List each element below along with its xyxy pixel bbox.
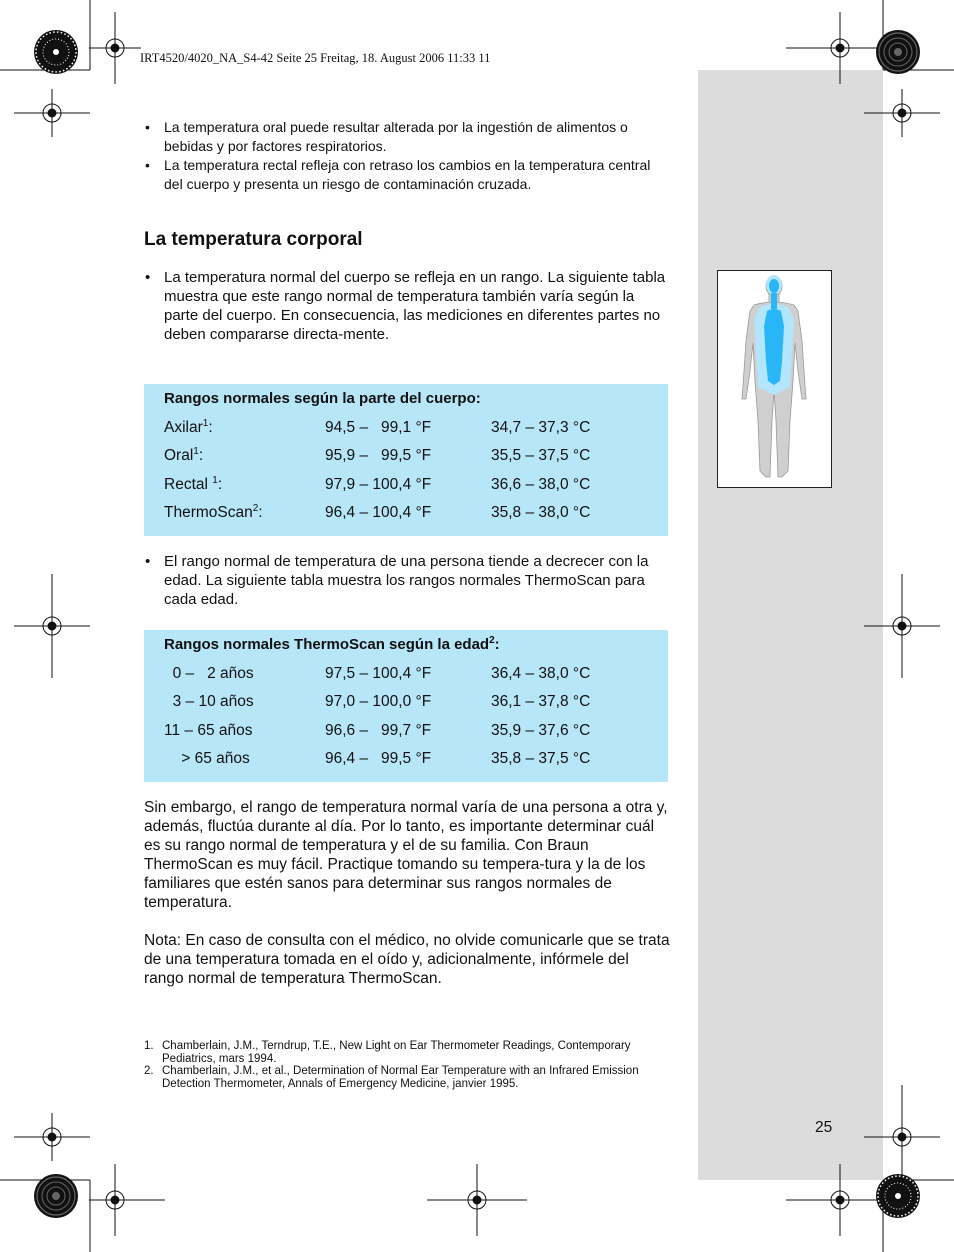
table-cell-fahrenheit: 97,0 – 100,0 °F bbox=[325, 693, 432, 710]
table-cell-celsius: 36,4 – 38,0 °C bbox=[491, 665, 591, 682]
list-item: • El rango normal de temperatura de una persona tiende a decrecer con la edad. La siguiente tabla muestra los rangos normales ThermoScan para cada edad. bbox=[145, 552, 670, 609]
print-header: IRT4520/4020_NA_S4-42 Seite 25 Freitag, 18. August 2006 11:33 11 bbox=[140, 51, 491, 65]
table-cell-celsius: 35,8 – 37,5 °C bbox=[491, 750, 591, 767]
age-bullet-list bbox=[145, 552, 670, 609]
table-cell-fahrenheit: 97,9 – 100,4 °F bbox=[325, 476, 432, 493]
section-heading: La temperatura corporal bbox=[144, 229, 363, 250]
paragraph-note: Nota: En caso de consulta con el médico, no olvide comunicarle que se trata de una temperatura tomada en el oído y, adicionalmente, infórmele del rango normal de temperatura ThermoScan. bbox=[144, 932, 670, 987]
table-row bbox=[144, 750, 668, 770]
table-row bbox=[144, 476, 668, 496]
reference-item: 1. Chamberlain, J.M., Terndrup, T.E., New Light on Ear Thermometer Readings, Contemporary Pediatrics, mars 1994. bbox=[144, 1040, 631, 1065]
table-cell-celsius: 35,8 – 38,0 °C bbox=[491, 504, 591, 521]
table-cell-celsius: 36,1 – 37,8 °C bbox=[491, 693, 591, 710]
table-cell-site: Rectal $^1$: bbox=[164, 474, 223, 493]
table-title: Rangos normales según la parte del cuerpo: bbox=[164, 390, 481, 407]
body-temperature-figure bbox=[717, 270, 832, 488]
references-list bbox=[144, 1040, 664, 1090]
table-cell-fahrenheit: 97,5 – 100,4 °F bbox=[325, 665, 432, 682]
table-row bbox=[144, 447, 668, 467]
table-cell-site: Oral$^1$: bbox=[164, 445, 204, 464]
table-cell-fahrenheit: 96,4 – 99,5 °F bbox=[325, 750, 432, 767]
table-cell-age: 0 – 2 años bbox=[164, 665, 254, 682]
temperature-zone-overlay bbox=[754, 275, 794, 395]
table-cell-age: > 65 años bbox=[164, 750, 250, 767]
table-cell-fahrenheit: 95,9 – 99,5 °F bbox=[325, 447, 432, 464]
table-title: Rangos normales ThermoScan según la edad$^2$: bbox=[164, 635, 500, 653]
table-row bbox=[144, 693, 668, 713]
table-cell-celsius: 35,5 – 37,5 °C bbox=[491, 447, 591, 464]
table-cell-age: 11 – 65 años bbox=[164, 722, 253, 739]
table-cell-celsius: 34,7 – 37,3 °C bbox=[491, 419, 591, 436]
table-row bbox=[144, 419, 668, 439]
table-cell-site: Axilar$^1$: bbox=[164, 417, 213, 436]
range-bullet-list bbox=[145, 268, 670, 344]
reference-item: 2. Chamberlain, J.M., et al., Determination of Normal Ear Temperature with an Infrared Emission Detection Thermometer, Annals of Emergency Medicine, janvier 1995. bbox=[144, 1065, 639, 1090]
table-cell-fahrenheit: 96,4 – 100,4 °F bbox=[325, 504, 432, 521]
table-cell-fahrenheit: 96,6 – 99,7 °F bbox=[325, 722, 432, 739]
table-cell-age: 3 – 10 años bbox=[164, 693, 254, 710]
human-body-icon bbox=[718, 271, 831, 487]
table-cell-celsius: 36,6 – 38,0 °C bbox=[491, 476, 591, 493]
table-cell-fahrenheit: 94,5 – 99,1 °F bbox=[325, 419, 432, 436]
paragraph-normal-range: Sin embargo, el rango de temperatura normal varía de una persona a otra y, además, fluctúa durante al día. Por lo tanto, es importante determinar cuál es su rango normal de temperatura y el de su familia. Con Braun ThermoScan es muy fácil. Practique tomando su tempera-tura y la de los familiares que estén sanos para determinar sus rangos normales de temperatura. bbox=[144, 799, 668, 911]
table-cell-celsius: 35,9 – 37,6 °C bbox=[491, 722, 591, 739]
age-ranges-table bbox=[144, 630, 668, 782]
table-cell-site: ThermoScan$^2$: bbox=[164, 502, 263, 521]
table-row bbox=[144, 504, 668, 524]
intro-bullet-list bbox=[145, 118, 670, 194]
table-row bbox=[144, 665, 668, 685]
list-item: • La temperatura normal del cuerpo se refleja en un rango. La siguiente tabla muestra que este rango normal de temperatura también varía según la parte del cuerpo. En consecuencia, las mediciones en diferentes partes no deben compararse directa-mente. bbox=[145, 268, 670, 344]
table-row bbox=[144, 722, 668, 742]
page-number: 25 bbox=[815, 1119, 833, 1136]
list-item: • La temperatura rectal refleja con retraso los cambios en la temperatura central del cuerpo y presenta un riesgo de contaminación cruzada. bbox=[145, 156, 670, 194]
list-item: • La temperatura oral puede resultar alterada por la ingestión de alimentos o bebidas y por factores respiratorios. bbox=[145, 118, 670, 156]
body-ranges-table bbox=[144, 384, 668, 536]
